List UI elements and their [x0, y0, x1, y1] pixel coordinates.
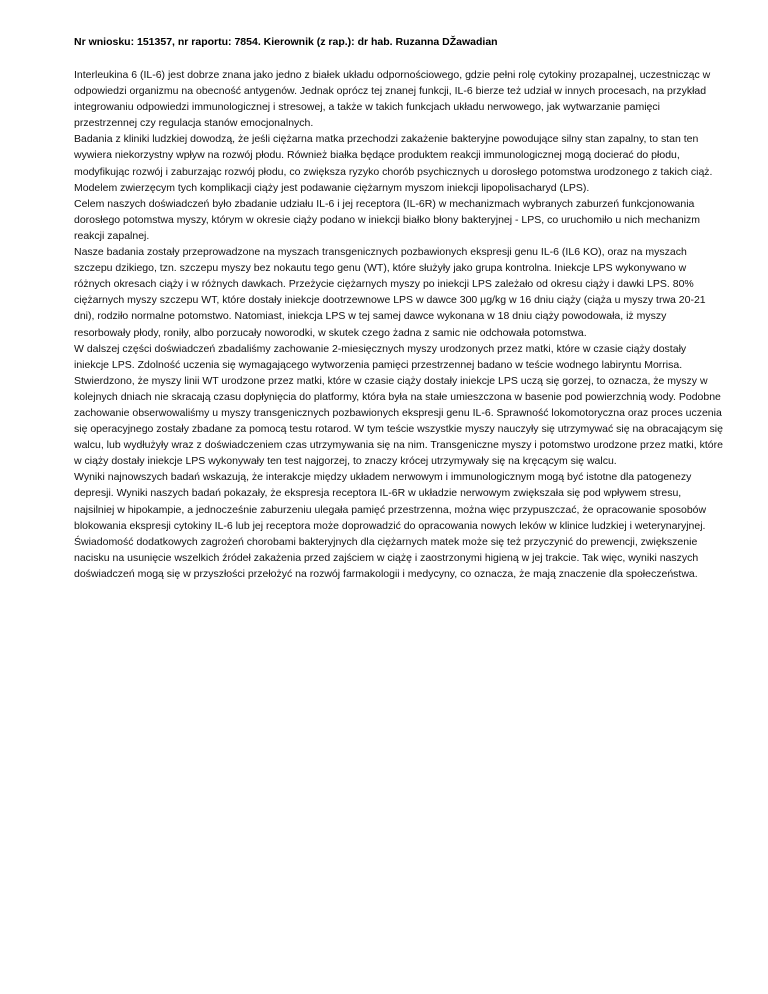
paragraph: Interleukina 6 (IL-6) jest dobrze znana jako jedno z białek układu odpornościowego, gdzie pełni rolę cytokiny prozapalnej, uczestnicząc w odpowiedzi organizmu na obecność antygenów. Jednak oprócz tej znanej funkcji, IL-6 bierze też udział w innych procesach, na przykład integrowaniu odpowiedzi immunologicznej i stresowej, a także w takich funkcjach układu nerwowego, jak wytwarzanie pamięci przestrzennej czy regulacja stanów emocjonalnych. — [74, 69, 711, 130]
paragraph: Wyniki najnowszych badań wskazują, że interakcje między układem nerwowym i immunologicznym mogą być istotne dla patogenezy depresji. Wyniki naszych badań pokazały, że ekspresja receptora IL-6R w układzie nerwowym zwiększała się pod wpływem stresu, najsilniej w hipokampie, a jednocześnie zaburzeniu ulegała pamięć przestrzenna, można więc przypuszczać, że opracowanie sposobów blokowania ekspresji cytokiny IL-6 lub jej receptora może doprowadzić do opracowania nowych leków w klinice ludzkiej i weterynaryjnej. Świadomość dodatkowych zagrożeń chorobami bakteryjnych dla ciężarnych matek może się też przyczynić do prewencji, zwiększenie nacisku na usunięcie wszelkich źródeł zakażenia przed zajściem w ciążę i zaostrzonymi higieną w jej trakcie. Tak więc, wyniki naszych doświadczeń mogą się w przyszłości przełożyć na rozwój farmakologii i medycyny, co oznacza, że mają znaczenie dla społeczeństwa. — [74, 471, 707, 580]
paragraph: Celem naszych doświadczeń było zbadanie udziału IL-6 i jej receptora (IL-6R) w mechanizmach wybranych zaburzeń funkcjonowania dorosłego potomstwa myszy, którym w okresie ciąży podano w iniekcji białko błony bakteryjnej - LPS, co uruchomiło u nich mechanizm reakcji zapalnej. — [74, 197, 700, 242]
report-header: Nr wniosku: 151357, nr raportu: 7854. Kierownik (z rap.): dr hab. Ruzanna DŽawadian — [74, 36, 498, 48]
paragraph: W dalszej części doświadczeń zbadaliśmy zachowanie 2-miesięcznych myszy urodzonych przez matki, które w czasie ciąży dostały iniekcje LPS. Zdolność uczenia się wymagającego wytworzenia pamięci przestrzennej badano w teście wodnego labiryntu Morrisa. Stwierdzono, że myszy linii WT urodzone przez matki, które w czasie ciąży dostały iniekcje LPS uczą się gorzej, to oznacza, że myszy w kolejnych dniach nie skracają czasu dopłynięcia do platformy, która była na stałe umieszczona w basenie pod powierzchnią wody. Podobne zachowanie obserwowaliśmy u myszy transgenicznych pozbawionych ekspresji genu IL-6. Sprawność lokomotoryczna oraz proces uczenia się operacyjnego zostały zbadane za pomocą testu rotarod. W tym teście wszystkie myszy nauczyły się utrzymywać się na obracającym się walcu, lub wydłużyły wraz z doświadczeniem czas utrzymywania się na nim. Transgeniczne myszy i potomstwo urodzone przez matki, które w ciąży dostały iniekcje LPS wykonywały ten test najgorzej, to znaczy krócej utrzymywały się na kręcącym się walcu. — [74, 342, 723, 468]
paragraph: Nasze badania zostały przeprowadzone na myszach transgenicznych pozbawionych ekspresji genu IL-6 (IL6 KO), oraz na myszach szczepu dzikiego, tzn. szczepu myszy bez nokautu tego genu (WT), które służyły jako grupa kontrolna. Iniekcje LPS wykonywano w różnych okresach ciąży i w różnych dawkach. Przeżycie ciężarnych myszy po iniekcji LPS zależało od okresu ciąży i dawki LPS. 80% ciężarnych myszy szczepu WT, które dostały iniekcje dootrzewnowe LPS w dawce 300 µg/kg w 16 dniu ciąży (ciąża u myszy trwa 20-21 dni), rodziło normalne potomstwo. Natomiast, iniekcja LPS w tej samej dawce wykonana w 18 dniu ciąży powodowała, iż myszy resorbowały płody, roniły, albo porzucały noworodki, w skutek czego żadna z samic nie odchowała potomstwa. — [74, 246, 706, 339]
report-body — [74, 67, 724, 582]
paragraph: Badania z kliniki ludzkiej dowodzą, że jeśli ciężarna matka przechodzi zakażenie bakteryjne powodujące silny stan zapalny, to stan ten wywiera niekorzystny wpływ na rozwój płodu. Również białka będące produktem reakcji immunologicznej mogą docierać do płodu, modyfikując rozwój i zaburzając rozwój płodu, co zwiększa ryzyko chorób psychicznych u dorosłego potomstwa urodzonego z takich ciąż. Modelem zwierzęcym tych komplikacji ciąży jest podawanie ciężarnym myszom iniekcji lipopolisacharyd (LPS). — [74, 133, 713, 194]
